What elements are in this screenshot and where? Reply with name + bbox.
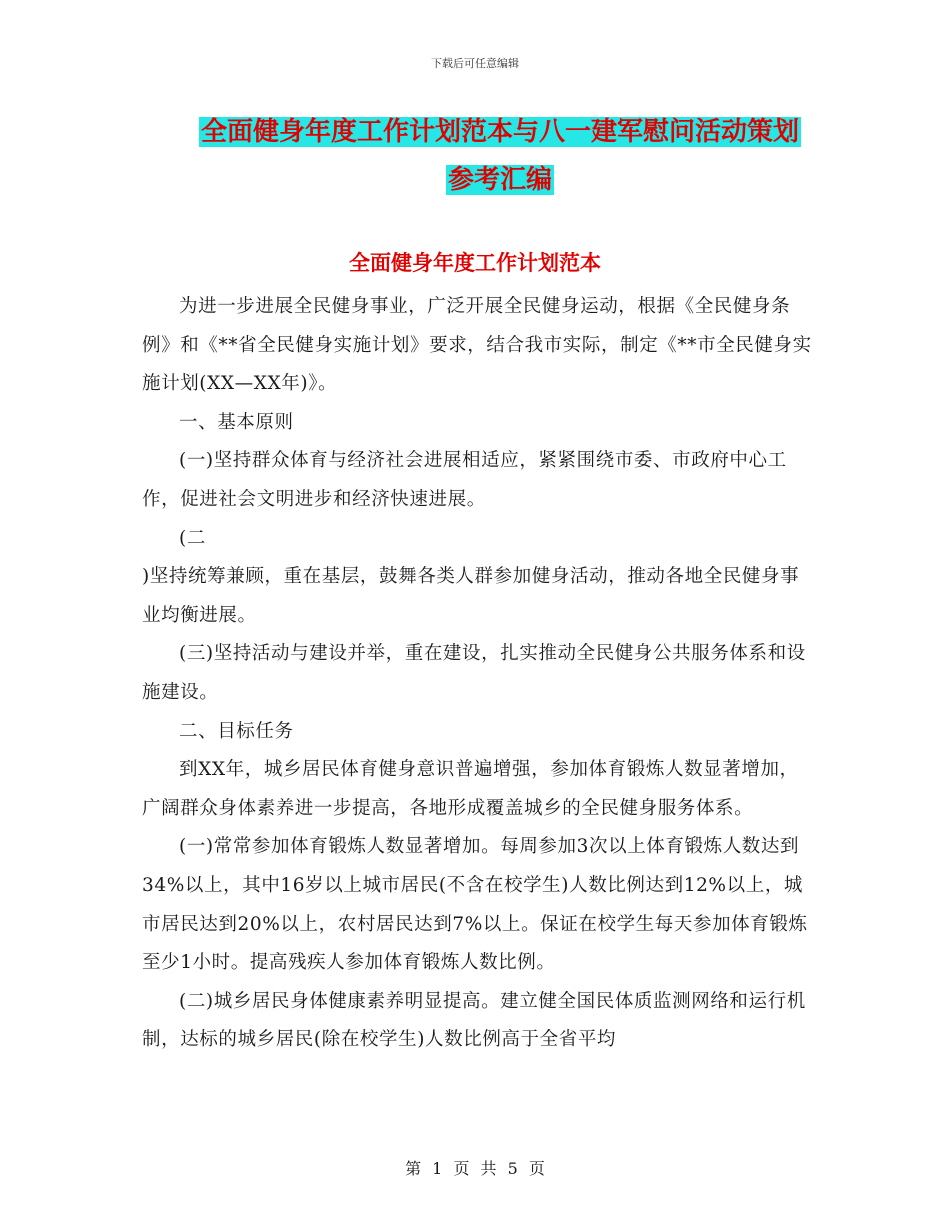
header-note: 下载后可任意编辑 (431, 57, 519, 70)
page-number: 第 1 页 共 5 页 (405, 1159, 545, 1178)
paragraph: (二)城乡居民身体健康素养明显提高。建立健全国民体质监测网络和运行机制，达标的城乡居民(除在校学生)人数比例高于全省平均 (142, 990, 806, 1051)
paragraph: (三)坚持活动与建设并举，重在建设，扎实推动全民健身公共服务体系和设施建设。 (142, 643, 806, 703)
title-line-2: 参考汇编 (447, 165, 552, 195)
section-title: 全面健身年度工作计划范本 (349, 251, 601, 275)
title-line-1: 全面健身年度工作计划范本与八一建军慰问活动策划 (200, 117, 799, 147)
document-body (142, 288, 812, 1060)
paragraph: (二 (179, 527, 206, 549)
document-title (140, 108, 860, 204)
paragraph: 为进一步进展全民健身事业，广泛开展全民健身运动，根据《全民健身条例》和《**省全民健身实施计划》要求，结合我市实际，制定《**市全民健身实施计划(XX—XX年)》。 (142, 296, 812, 395)
paragraph: 到XX年，城乡居民体育健身意识普遍增强，参加体育锻炼人数显著增加，广阔群众身体素养进一步提高，各地形成覆盖城乡的全民健身服务体系。 (142, 759, 799, 819)
paragraph: (一)坚持群众体育与经济社会进展相适应，紧紧围绕市委、市政府中心工作，促进社会文明进步和经济快速进展。 (142, 450, 787, 510)
paragraph: (一)常常参加体育锻炼人数显著增加。每周参加3次以上体育锻炼人数达到34%以上，其中16岁以上城市居民(不含在校学生)人数比例达到12%以上，城市居民达到20%以上，农村居民达到7%以上。保证在校学生每天参加体育锻炼至少1小时。提高残疾人参加体育锻炼人数比例。 (142, 836, 808, 974)
paragraph: 一、基本原则 (179, 411, 294, 433)
paragraph: )坚持统筹兼顾，重在基层，鼓舞各类人群参加健身活动，推动各地全民健身事业均衡进展。 (142, 566, 800, 626)
paragraph: 二、目标任务 (179, 720, 294, 742)
